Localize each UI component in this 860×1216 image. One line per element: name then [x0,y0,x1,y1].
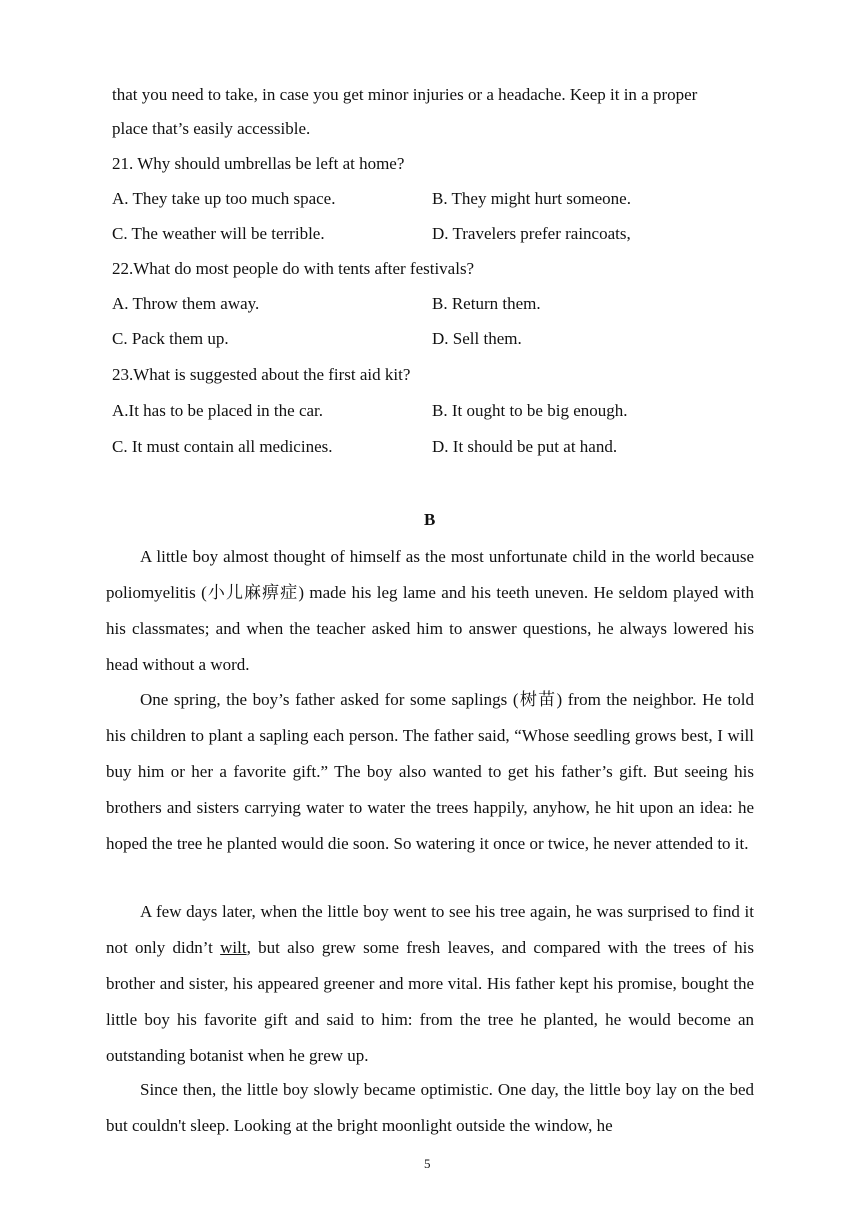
question-23-option-d: D. It should be put at hand. [432,437,618,456]
question-22-stem: 22.What do most people do with tents after festivals? [112,259,475,278]
paragraph-3-text-after: , but also grew some fresh leaves, and compared with the trees of his brother and sister, his appeared greener and more vital. His father kept his promise, bought the little boy his favorite gift and said to him: from the tree he planted, he would become an outstanding botanist when he grew up. [106,938,754,1065]
passage-paragraph-4: Since then, the little boy slowly became optimistic. One day, the little boy lay on the bed but couldn't sleep. Looking at the bright moonlight outside the window, he [106,1080,754,1135]
passage-paragraph-2: One spring, the boy’s father asked for some saplings (树苗) from the neighbor. He told his children to plant a sapling each person. The father said, “Whose seedling grows best, I will buy him or her a favorite gift.” The boy also wanted to get his father’s gift. But seeing his brothers and sisters carrying water to water the trees happily, anyhow, he hit upon an idea: he hoped the tree he planted would die soon. So watering it once or twice, he never attended to it. [106,690,754,853]
question-23-option-c: C. It must contain all medicines. [112,437,333,456]
intro-line-2: place that’s easily accessible. [112,119,311,138]
question-22-option-b: B. Return them. [432,294,541,313]
underlined-word-wilt: wilt [220,938,247,957]
question-21-stem: 21. Why should umbrellas be left at home? [112,154,405,173]
question-22-option-c: C. Pack them up. [112,329,229,348]
paragraph-3-text-before: A few days later, when the little boy went to see his tree again, he was surprised to find it not only didn’t [106,902,754,957]
passage-paragraph-3 [106,894,754,1074]
intro-line-1: that you need to take, in case you get minor injuries or a headache. Keep it in a proper [112,85,698,104]
page-number: 5 [424,1156,431,1171]
question-22-option-a: A. Throw them away. [112,294,260,313]
question-22-option-d: D. Sell them. [432,329,522,348]
section-heading: B [424,510,436,529]
question-21-option-b: B. They might hurt someone. [432,189,631,208]
question-21-option-d: D. Travelers prefer raincoats, [432,224,631,243]
question-23-option-b: B. It ought to be big enough. [432,401,628,420]
question-21-option-a: A. They take up too much space. [112,189,336,208]
question-21-option-c: C. The weather will be terrible. [112,224,325,243]
passage-paragraph-1: A little boy almost thought of himself as the most unfortunate child in the world because poliomyelitis (小儿麻痹症) made his leg lame and his teeth uneven. He seldom played with his classmates; and when the teacher asked him to answer questions, he always lowered his head without a word. [106,547,754,674]
question-23-stem: 23.What is suggested about the first aid kit? [112,365,411,384]
question-23-option-a: A.It has to be placed in the car. [112,401,324,420]
